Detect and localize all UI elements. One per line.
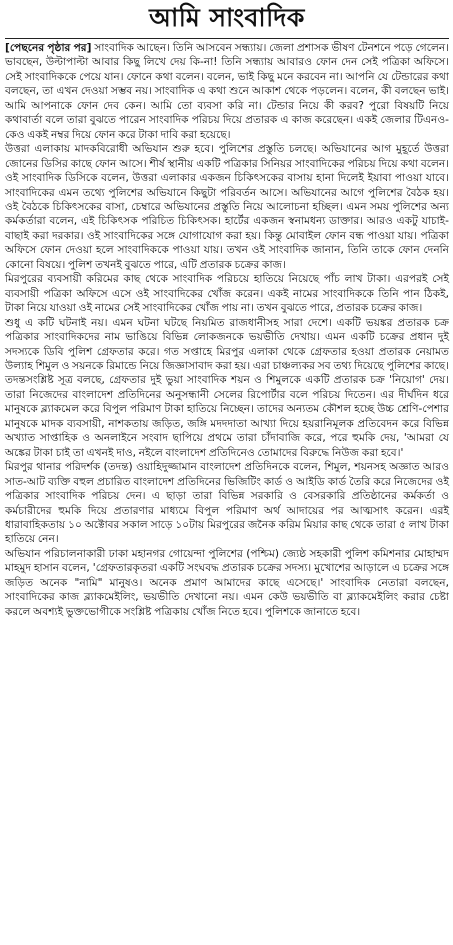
article-paragraph xyxy=(5,41,449,142)
article-paragraph: মিরপুরের ব্যবসায়ী করিমের কাছ থেকে সাংবাদিক পরিচয়ে হাতিয়ে নিয়েছে পাঁচ লাখ টাকা। এরপরই সেই ব্যবসায়ী পত্রিকা অফিসে এসে ওই সাংবাদিকের খোঁজ করেন। একই নামের সাংবাদিককে তিনি পান ঠিকই, টাকা নিয়ে যাওয়া ওই নামের সেই সাংবাদিকের খোঁজ পায় না। তখন বুঝতে পারে, প্রতারক চক্রের কাজ। xyxy=(5,273,449,315)
article-paragraph: শুধু এ কটি ঘটনাই নয়। এমন ঘটনা ঘটছে নিয়মিত রাজধানীসহ সারা দেশে। একটি ভয়ঙ্কর প্রতারক চক্র পত্রিকার সাংবাদিকদের নাম ভাঙিয়ে বিভিন্ন লোকজনকে ভয়ভীতি দেখায়। এমন একটি চক্রের প্রধান দুই সদস্যকে ডিবি পুলিশ গ্রেফতার করে। গত সপ্তাহে মিরপুর এলাকা থেকে গ্রেফতার হওয়া প্রতারক নেয়ামত উল্যাহ শিমুল ও সয়নকে রিমান্ডে নিয়ে জিজ্ঞাসাবাদ করা হয়। এরা চাঞ্চল্যকর সব তথ্য দিয়েছে পুলিশের কাছে। তদন্তসংশ্লিষ্ট সূত্র বলছে, গ্রেফতার দুই ভুয়া সাংবাদিক শয়ন ও শিমুলকে একটি প্রতারক চক্র 'নিয়োগ' দেয়। তারা নিজেদের বাংলাদেশ প্রতিদিনের অনুসন্ধানী সেলের রিপোর্টার বলে পরিচয় দিতেন। এর দীর্ঘদিন ধরে মানুষকে ব্ল্যাকমেল করে বিপুল পরিমাণ টাকা হাতিয়ে নিচ্ছেন। তাদের অন্যতম কৌশল হচ্ছে উচ্চ শ্রেণি-পেশার মানুষকে মাদক ব্যবসায়ী, নাশকতায় জড়িত, জঙ্গি মদদদাতা আখ্যা দিয়ে হয়রানিমূলক প্রতিবেদন করে বিভিন্ন অখ্যাত সাপ্তাহিক ও অনলাইনে সংবাদ ছাপিয়ে প্রথমে তারা চাঁদাবাজি করে, পরে হুমকি দেয়, 'আমরা যে অঙ্কের টাকা চাই তা এখনই দাও, নইলে বাংলাদেশ প্রতিদিনেও তোমাদের বিরুদ্ধে নিউজ করা হবে।' xyxy=(5,316,449,459)
article-body xyxy=(5,41,449,619)
headline: আমি সাংবাদিক xyxy=(149,2,305,32)
article-paragraph: অভিযান পরিচালনাকারী ঢাকা মহানগর গোয়েন্দা পুলিশের (পশ্চিম) জ্যেষ্ঠ সহকারী পুলিশ কমিশনার মোহাম্মদ মাহমুদ হাসান বলেন, 'গ্রেফতারকৃতরা একটি সংঘবদ্ধ প্রতারক চক্রের সদস্য। মুখোশের আড়ালে এ চক্রের সঙ্গে জড়িত অনেক "নামি" মানুষও। অনেক প্রমাণ আমাদের কাছে এসেছে।' সাংবাদিক নেতারা বলছেন, সাংবাদিকের কাজ ব্ল্যাকমেইলিং, ভয়ভীতি দেখানো নয়। এমন কেউ ভয়ভীতি বা ব্ল্যাকমেইলিং করার চেষ্টা করলে অবশ্যই ভুক্তভোগীকে সংশ্লিষ্ট পত্রিকায় খোঁজ নিতে হবে। পুলিশকে জানাতে হবে। xyxy=(5,547,449,618)
article-paragraph: উত্তরা এলাকায় মাদকবিরোধী অভিযান শুরু হবে। পুলিশের প্রস্তুতি চলছে। অভিযানের আগ মুহূর্তে উত্তরা জোনের ডিসির কাছে ফোন আসে। শীর্ষ স্থানীয় একটি পত্রিকার সিনিয়র সাংবাদিকের পরিচয় দিয়ে কথা বলেন। ওই সাংবাদিক ডিসিকে বলেন, উত্তরা এলাকার একজন চিকিৎসকের বাসায় হানা দিলেই ইয়াবা পাওয়া যাবে। সাংবাদিকের এমন তথ্যে পুলিশের অভিযানে কিছুটা পরিবর্তন আসে। অভিযানের আগে পুলিশের বৈঠক হয়। ওই বৈঠকে চিকিৎসকের বাসা, চেম্বারে অভিযানের প্রস্তুতি নিয়ে আলোচনা হচ্ছিল। এমন সময় পুলিশের অন্য কর্মকর্তারা বলেন, এই চিকিৎসক পরিচিত চিকিৎসক। হার্টের একজন স্বনামধন্য ডাক্তার। আরও একটু যাচাই-বাছাই করা দরকার। ওই সাংবাদিকের সঙ্গে যোগাযোগ করা হয়। কিন্তু মোবাইল ফোন বন্ধ পাওয়া যায়। পত্রিকা অফিসে ফোন দেওয়া হলে সাংবাদিককে পাওয়া যায়। তখন ওই সাংবাদিক জানান, তিনি তাকে ফোন দেননি কোনো বিষয়ে। পুলিশ তখনই বুঝতে পারে, এটি প্রতারক চক্রের কাজ। xyxy=(5,143,449,271)
article-paragraph: মিরপুর থানার পরিদর্শক (তদন্ত) ওয়াহিদুজ্জামান বাংলাদেশ প্রতিদিনকে বলেন, শিমুল, শয়নসহ অজ্ঞাত আরও সাত-আট ব্যক্তি বহুল প্রচারিত বাংলাদেশ প্রতিদিনের ভিজিটিং কার্ড ও আইডি কার্ড তৈরি করে নিজেদের ওই পত্রিকার সাংবাদিক পরিচয় দেন। এ ছাড়া তারা বিভিন্ন সরকারি ও বেসরকারি প্রতিষ্ঠানের কর্মকর্তা ও কর্মচারীদের হুমকি দিয়ে প্রতারণার মাধ্যমে বিপুল পরিমাণ অর্থ আদায়ের পর আত্মসাৎ করেন। এরই ধারাবাহিকতায় ১০ অক্টোবর সকাল সাড়ে ১০টায় মিরপুরের জনৈক করিম মিয়ার কাছ থেকে তারা ৫ লাখ টাকা হাতিয়ে নেন। xyxy=(5,461,449,546)
continuation-kicker: [পেছনের পৃষ্ঠার পর] xyxy=(5,42,92,54)
paragraph-text: সাংবাদিক আছেন। তিনি আসবেন সন্ধ্যায়। জেলা প্রশাসক ভীষণ টেনশনে পড়ে গেলেন। ভাবছেন, উল্টাপাল্টা আবার কিছু লিখে দেয় কি-না! তিনি সন্ধ্যায় আবারও ফোন দেন সেই পত্রিকা অফিসে। সেই সাংবাদিককে পেয়ে যান। ফোনে কথা বলেন। বলেন, ভাই কিছু মনে করবেন না। আপনি যে টেন্ডারের কথা বলছেন, তা এখন দেওয়া সম্ভব নয়। সাংবাদিক এ কথা শুনে আকাশ থেকে পড়লেন। বলেন, কী বলছেন ভাই। আমি আপনাকে ফোন দেব কেন। আমি তো ব্যবসা করি না। টেন্ডার নিয়ে কী করব? পুরো বিষয়টি নিয়ে কথাবার্তা বলে তারা বুঝতে পারেন সাংবাদিক পরিচয় দিয়ে প্রতারক এ কাজ করেছেন। একই জেলার টিএনও-কেও একই নম্বর দিয়ে ফোন করে টাকা দাবি করা হয়েছে। xyxy=(5,42,450,141)
